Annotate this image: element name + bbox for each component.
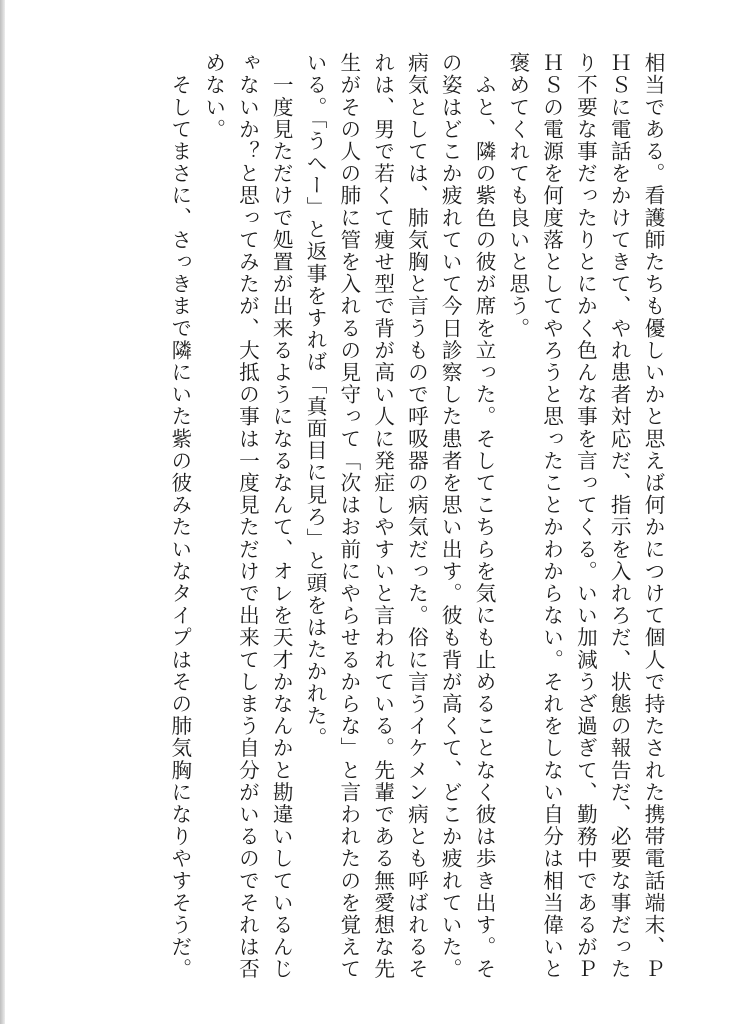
paragraph-2: ふと、隣の紫色の彼が席を立った。そしてこちらを気にも止めることなく彼は歩き出す。その姿はどこか疲れていて今日診察した患者を思い出す。彼も背が高くて、どこか疲れていた。病気としては、肺気胸と言うもので呼吸器の病気だった。俗に言うイケメン病とも呼ばれるそれは、男で若くて痩せ型で背が高い人に発症しやすいと言われている。先輩である無愛想な先生がその人の肺に管を入れるの見守って「次はお前にやらせるからな」と言われたのを覚えている。「うへー」と返事をすれば「真面目に見ろ」と頭をはたかれた。 bbox=[303, 52, 497, 981]
page-edge-shadow bbox=[0, 0, 5, 1024]
vertical-text-page bbox=[109, 52, 669, 992]
paragraph-3: 一度見ただけで処置が出来るようになるなんて、オレを天才かなんかと勘違いしているんじゃないか？と思ってみたが、大抵の事は一度見ただけで出来てしまう自分がいるのでそれは否めない。 bbox=[201, 52, 294, 981]
paragraph-1: 相当である。看護師たちも優しいかと思えば何かにつけて個人で持たされた携帯電話端末、ＰＨＳに電話をかけてきて、やれ患者対応だ、指示を入れろだ、状態の報告だ、必要な事だったり不要な事だったりとにかく色んな事を言ってくる。いい加減うざ過ぎて、勤務中であるがＰＨＳの電源を何度落としてやろうと思ったことかわからない。それをしない自分は相当偉いと褒めてくれても良いと思う。 bbox=[505, 52, 665, 981]
paragraph-4: そしてまさに、さっきまで隣にいた紫の彼みたいなタイプはその肺気胸になりやすそうだ。 bbox=[167, 52, 192, 981]
